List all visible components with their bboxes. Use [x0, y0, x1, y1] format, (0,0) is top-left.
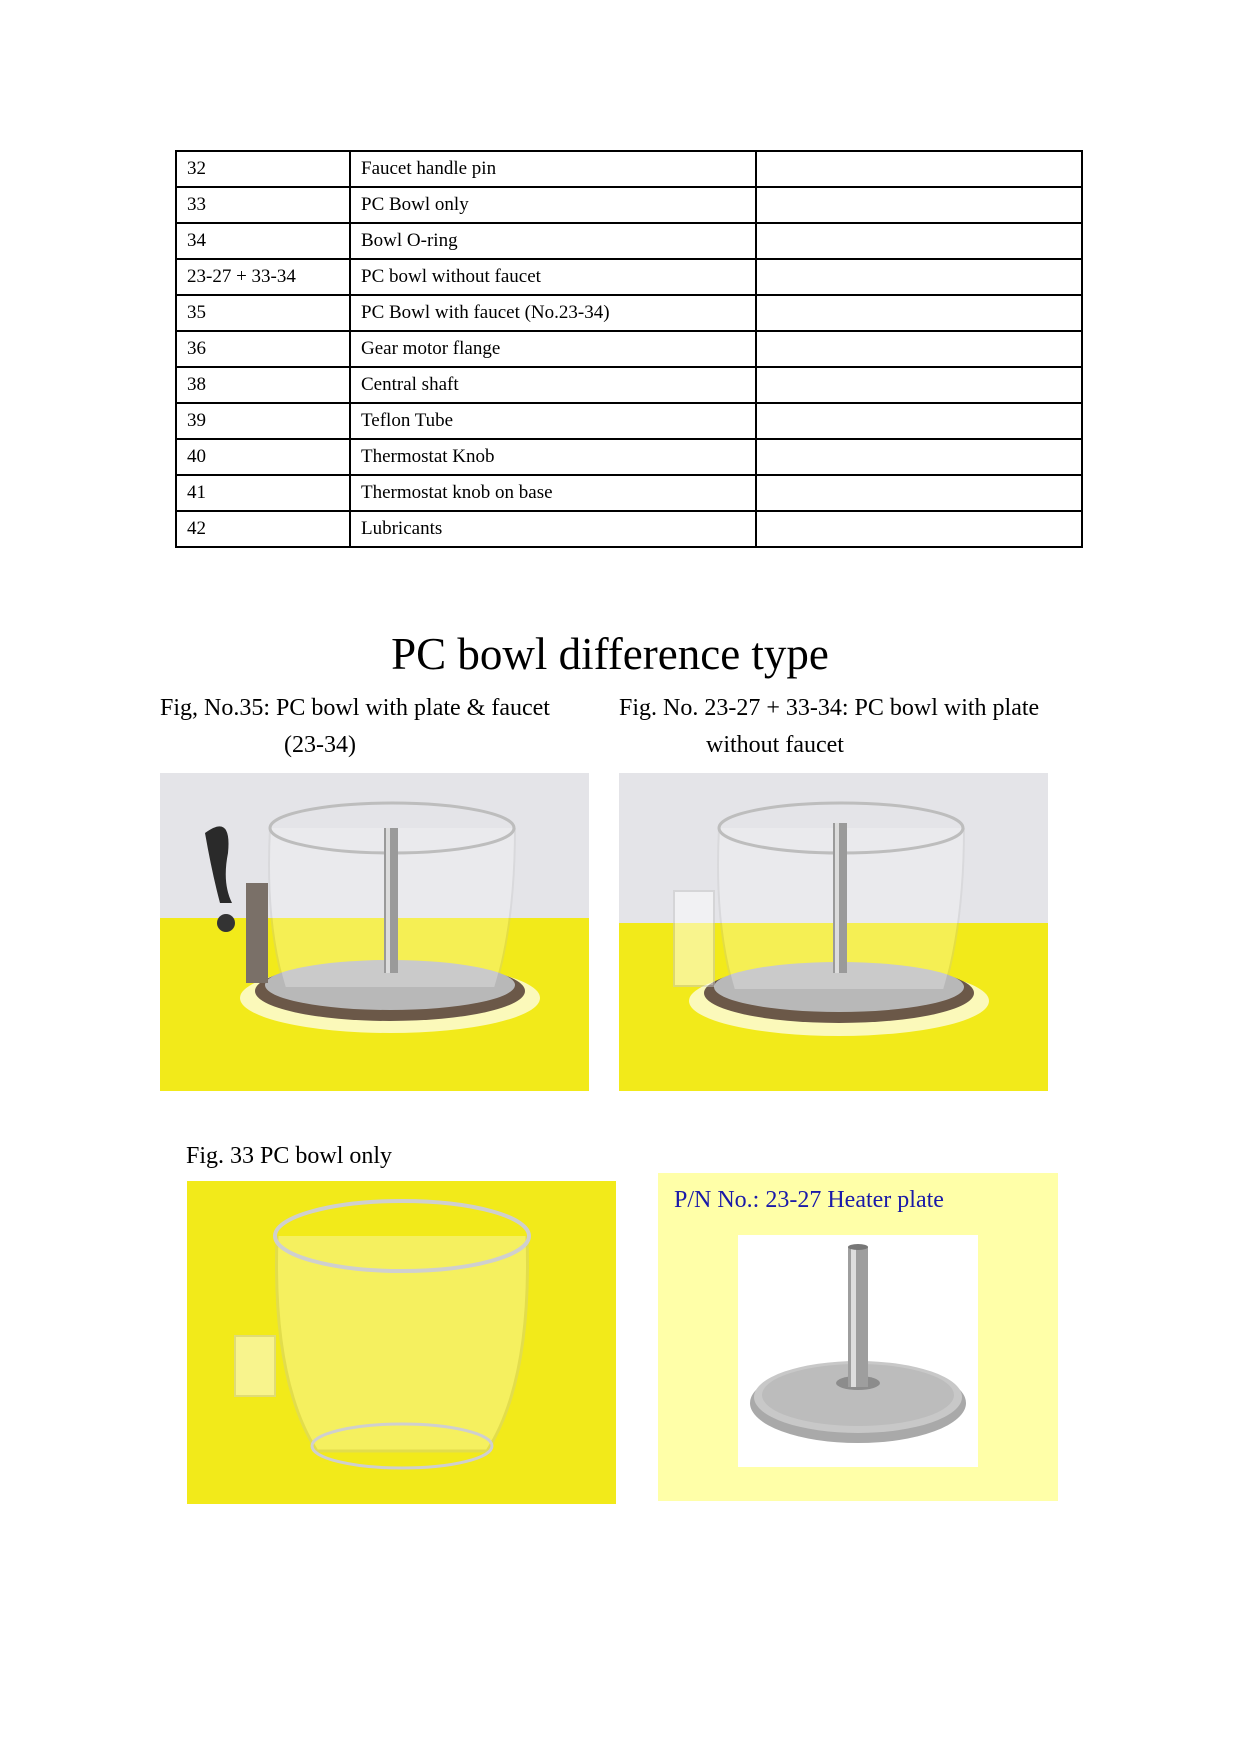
parts-cell-name: PC Bowl only [350, 187, 756, 223]
parts-cell-note [756, 187, 1082, 223]
parts-cell-no: 38 [176, 367, 350, 403]
parts-cell-no: 34 [176, 223, 350, 259]
photo-bowl-without-faucet [619, 773, 1048, 1091]
parts-table-row [176, 439, 1082, 475]
parts-cell-note [756, 403, 1082, 439]
parts-table-row [176, 475, 1082, 511]
parts-cell-no: 33 [176, 187, 350, 223]
parts-cell-name: Central shaft [350, 367, 756, 403]
parts-cell-no: 23-27 + 33-34 [176, 259, 350, 295]
parts-cell-no: 39 [176, 403, 350, 439]
fig35-caption-line1: Fig, No.35: PC bowl with plate & faucet [160, 695, 550, 721]
parts-cell-name: PC bowl without faucet [350, 259, 756, 295]
parts-cell-name: Bowl O-ring [350, 223, 756, 259]
parts-table-row [176, 223, 1082, 259]
parts-cell-name: Teflon Tube [350, 403, 756, 439]
parts-table-row [176, 367, 1082, 403]
photo-bowl-with-faucet [160, 773, 589, 1091]
fig2327-caption-line1: Fig. No. 23-27 + 33-34: PC bowl with plate [619, 695, 1040, 721]
fig33-caption: Fig. 33 PC bowl only [186, 1143, 393, 1169]
parts-cell-no: 32 [176, 151, 350, 187]
fig2327-caption-line2: without faucet [706, 732, 844, 758]
parts-cell-note [756, 151, 1082, 187]
parts-cell-name: Lubricants [350, 511, 756, 547]
parts-cell-name: PC Bowl with faucet (No.23-34) [350, 295, 756, 331]
heater-plate-caption: P/N No.: 23-27 Heater plate [674, 1187, 944, 1213]
parts-table-row [176, 151, 1082, 187]
parts-cell-no: 42 [176, 511, 350, 547]
parts-table [175, 150, 1083, 548]
section-title: PC bowl difference type [391, 629, 829, 679]
parts-cell-note [756, 331, 1082, 367]
parts-cell-note [756, 259, 1082, 295]
parts-cell-note [756, 475, 1082, 511]
photo-bowl-only [187, 1181, 616, 1504]
parts-table-row [176, 403, 1082, 439]
parts-cell-note [756, 439, 1082, 475]
heater-plate-panel [658, 1173, 1058, 1501]
parts-table-row [176, 331, 1082, 367]
parts-cell-note [756, 295, 1082, 331]
parts-cell-note [756, 367, 1082, 403]
parts-cell-note [756, 223, 1082, 259]
parts-table-row [176, 187, 1082, 223]
parts-cell-name: Gear motor flange [350, 331, 756, 367]
parts-cell-no: 40 [176, 439, 350, 475]
parts-cell-no: 36 [176, 331, 350, 367]
parts-table-body [176, 151, 1082, 547]
parts-cell-no: 41 [176, 475, 350, 511]
parts-cell-name: Thermostat knob on base [350, 475, 756, 511]
parts-cell-name: Faucet handle pin [350, 151, 756, 187]
parts-cell-note [756, 511, 1082, 547]
parts-table-row [176, 295, 1082, 331]
parts-cell-no: 35 [176, 295, 350, 331]
parts-table-row [176, 259, 1082, 295]
fig35-caption-line2: (23-34) [284, 732, 356, 758]
photo-heater-plate [738, 1235, 978, 1467]
parts-cell-name: Thermostat Knob [350, 439, 756, 475]
parts-table-row [176, 511, 1082, 547]
